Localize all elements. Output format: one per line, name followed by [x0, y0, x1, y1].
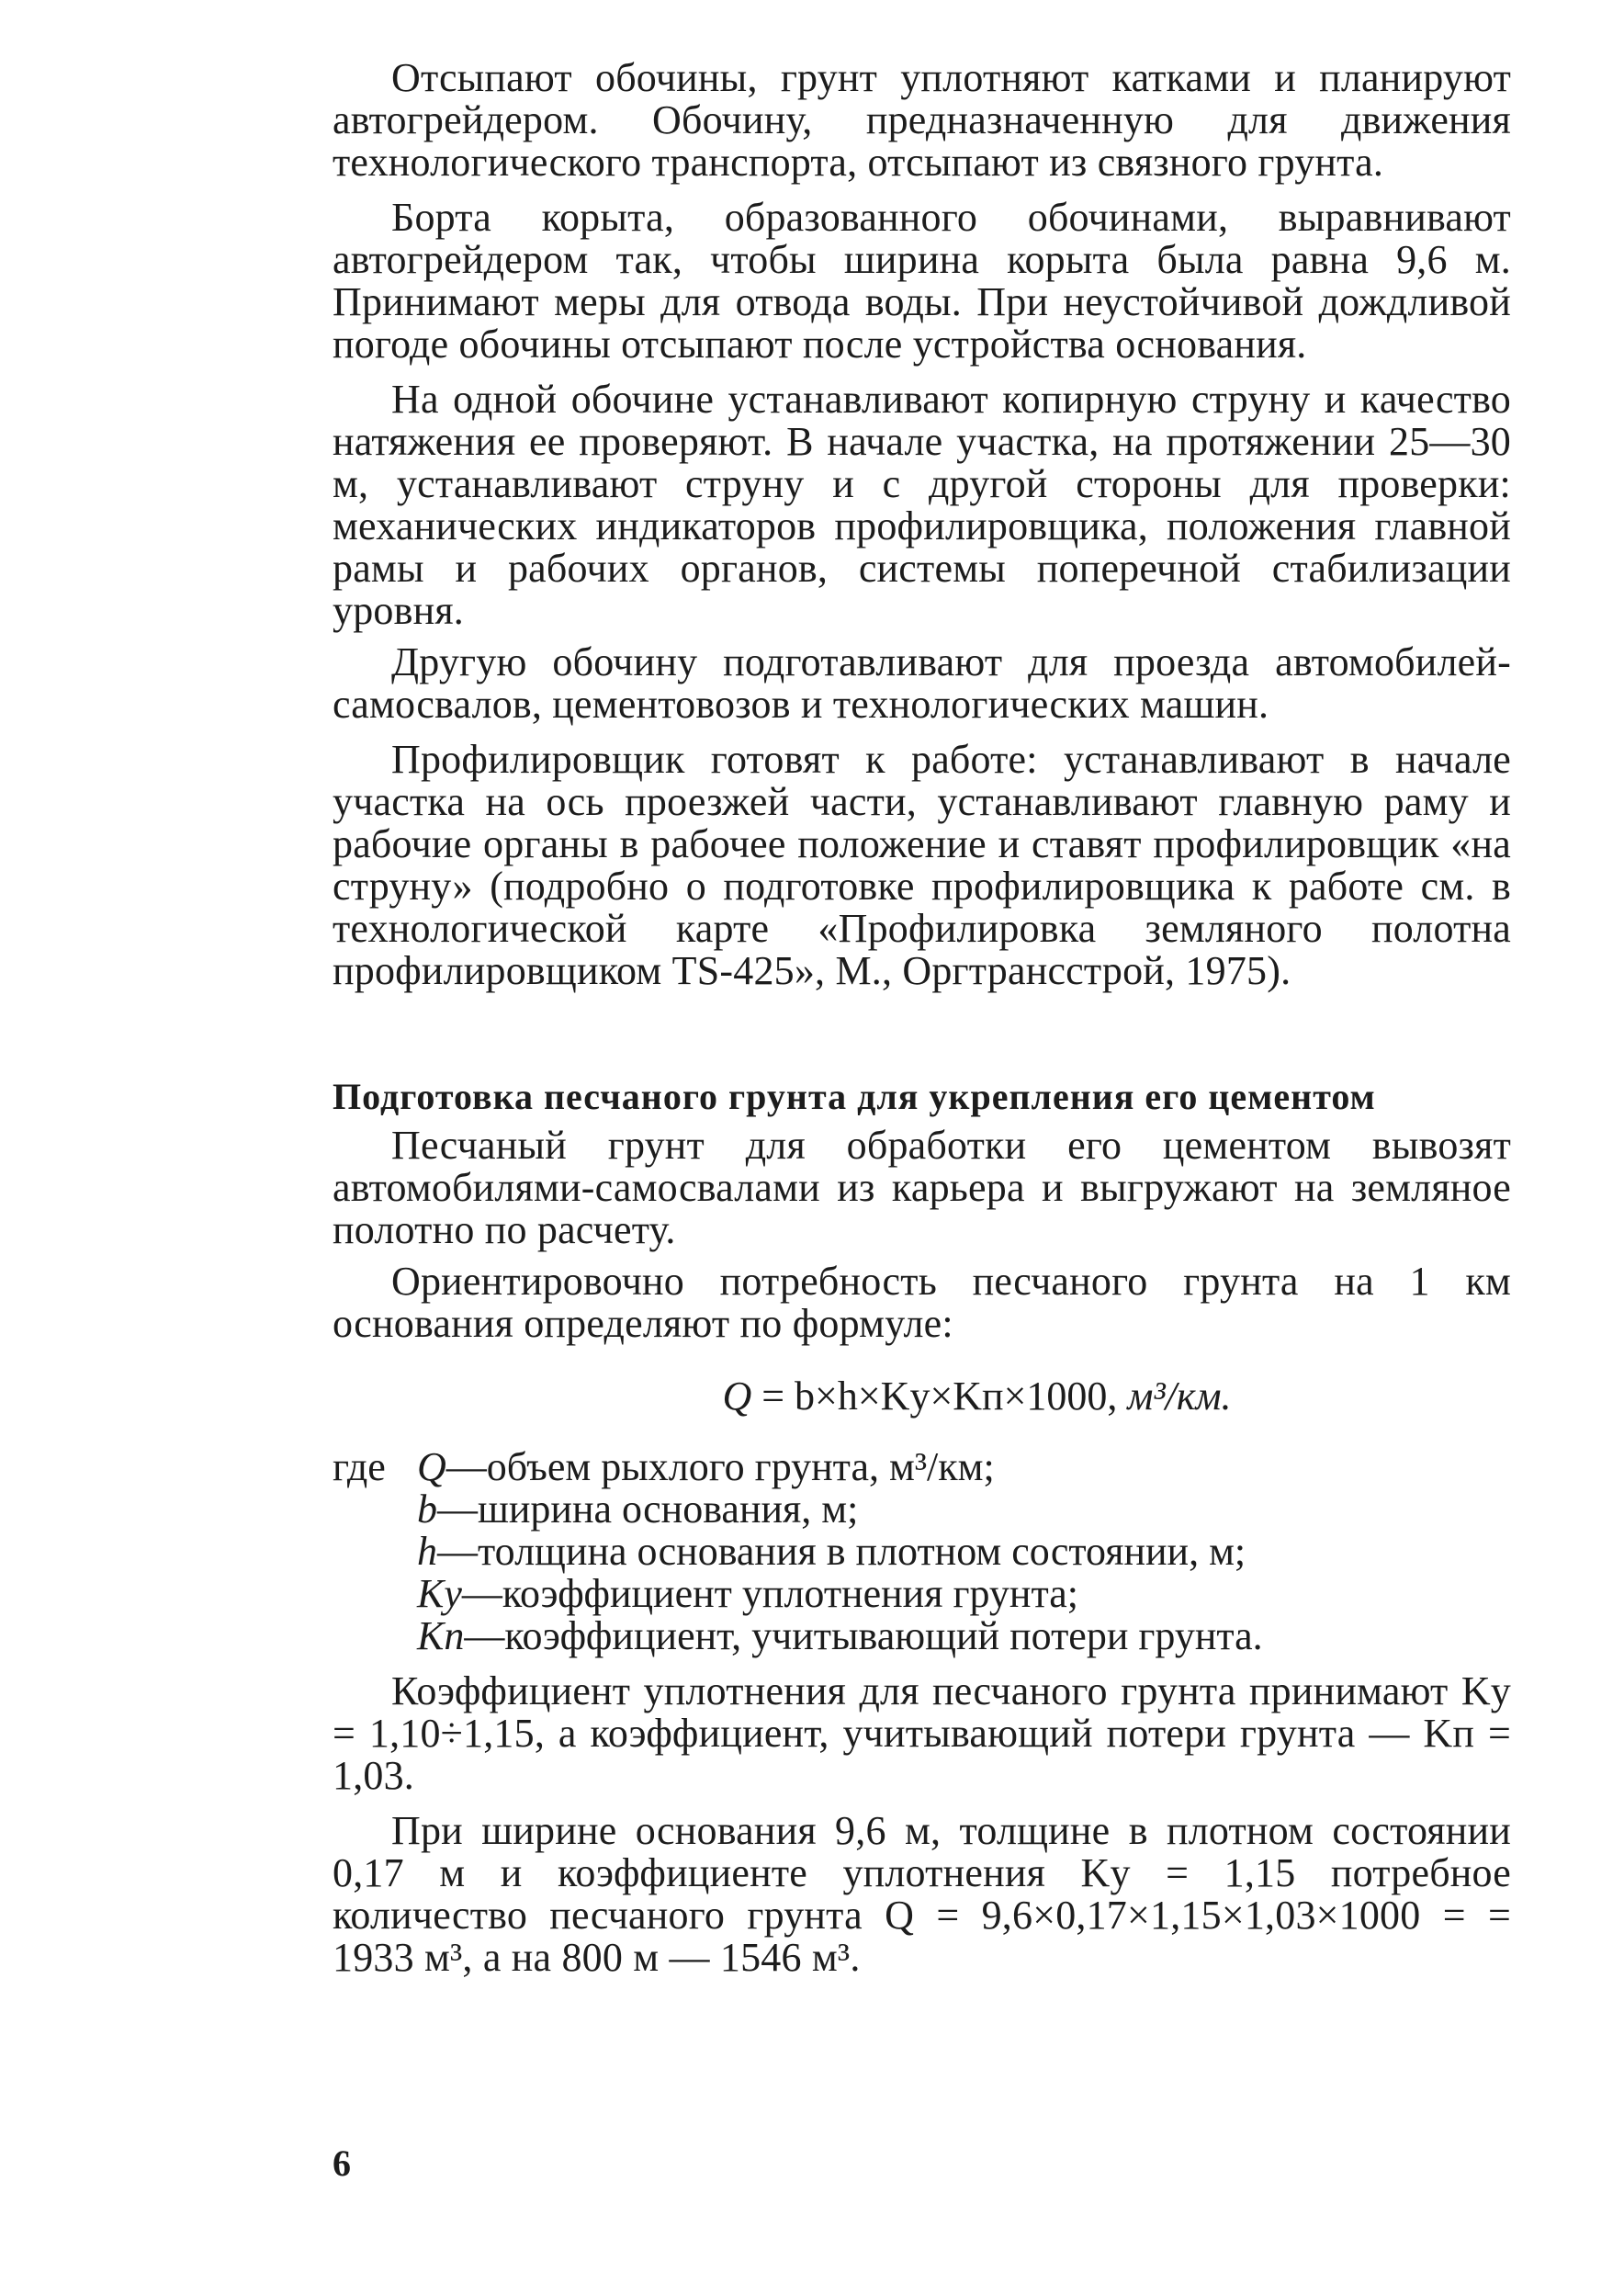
definition-row — [333, 1615, 1511, 1657]
paragraph-other-shoulder: Другую обочину подготавливают для проезда автомобилей-самосвалов, цементовозов и технологических машин. — [333, 639, 1511, 727]
definitions-lead: где — [333, 1444, 386, 1489]
definition-row — [333, 1573, 1511, 1615]
paragraph-shoulders: Отсыпают обочины, грунт уплотняют катками и планируют автогрейдером. Обочину, предназначенную для движения технологического транспорта, отсыпают из связного грунта. — [333, 55, 1511, 185]
definition-text: —ширина основания, м; — [437, 1487, 859, 1532]
definition-row — [333, 1488, 1511, 1531]
definition-symbol: Q — [417, 1444, 446, 1489]
paragraph-coefficients: Коэффициент уплотнения для песчаного грунта принимают Kу = 1,10÷1,15, а коэффициент, учитывающий потери грунта — Kп = 1,03. — [333, 1668, 1511, 1798]
paragraph-sand-delivery: Песчаный грунт для обработки его цементом вывозят автомобилями-самосвалами из карьера и выгружают на земляное полотно по расчету. — [333, 1123, 1511, 1252]
definition-symbol: b — [417, 1487, 437, 1532]
formula-rhs: = b×h×Kу×Kп×1000, — [761, 1374, 1118, 1419]
paragraph-sand-need: Ориентировочно потребность песчаного грунта на 1 км основания определяют по формуле: — [333, 1259, 1511, 1346]
definition-text: —объем рыхлого грунта, м³/км; — [445, 1444, 995, 1489]
definition-symbol: Kп — [417, 1613, 465, 1658]
definition-text: —коэффициент уплотнения грунта; — [461, 1571, 1078, 1616]
paragraph-copy-string: На одной обочине устанавливают копирную струну и качество натяжения ее проверяют. В начале участка, на протяжении 25—30 м, устанавливают струну и с другой стороны для проверки: механических индикаторов профилировщика, положения главной рамы и рабочих органов, системы поперечной стабилизации уровня. — [333, 377, 1511, 633]
definition-text: —толщина основания в плотном состоянии, м; — [437, 1529, 1246, 1574]
definition-text: —коэффициент, учитывающий потери грунта. — [464, 1613, 1263, 1658]
section-heading: Подготовка песчаного грунта для укрепления его цементом — [333, 1076, 1376, 1117]
text-column — [333, 57, 1511, 1979]
formula-definitions — [333, 1446, 1511, 1657]
paragraph-profiler-prep: Профилировщик готовят к работе: устанавливают в начале участка на ось проезжей части, устанавливают главную раму и рабочие органы в рабочее положение и ставят профилировщик «на струну» (подробно о подготовке профилировщика к работе см. в технологической карте «Профилировка земляного полотна профилировщиком TS-425», М., Оргтрансстрой, 1975). — [333, 737, 1511, 993]
definition-symbol: h — [417, 1529, 437, 1574]
formula-lhs: Q — [722, 1374, 752, 1419]
paragraph-trough-sides: Борта корыта, образованного обочинами, выравнивают автогрейдером так, чтобы ширина корыта была равна 9,6 м. Принимают меры для отвода воды. При неустойчивой дождливой погоде обочины отсыпают после устройства основания. — [333, 195, 1511, 367]
paragraph-calculation: При ширине основания 9,6 м, толщине в плотном состоянии 0,17 м и коэффициенте уплотнения Kу = 1,15 потребное количество песчаного грунта Q = 9,6×0,17×1,15×1,03×1000 = = 1933 м³, а на 800 м — 1546 м³. — [333, 1808, 1511, 1980]
definition-row — [333, 1446, 1511, 1488]
formula-unit: м³/км. — [1127, 1374, 1232, 1419]
page-number: 6 — [333, 2142, 351, 2184]
definition-row — [333, 1531, 1511, 1573]
definition-symbol: Kу — [417, 1571, 462, 1616]
formula — [333, 1374, 1511, 1419]
